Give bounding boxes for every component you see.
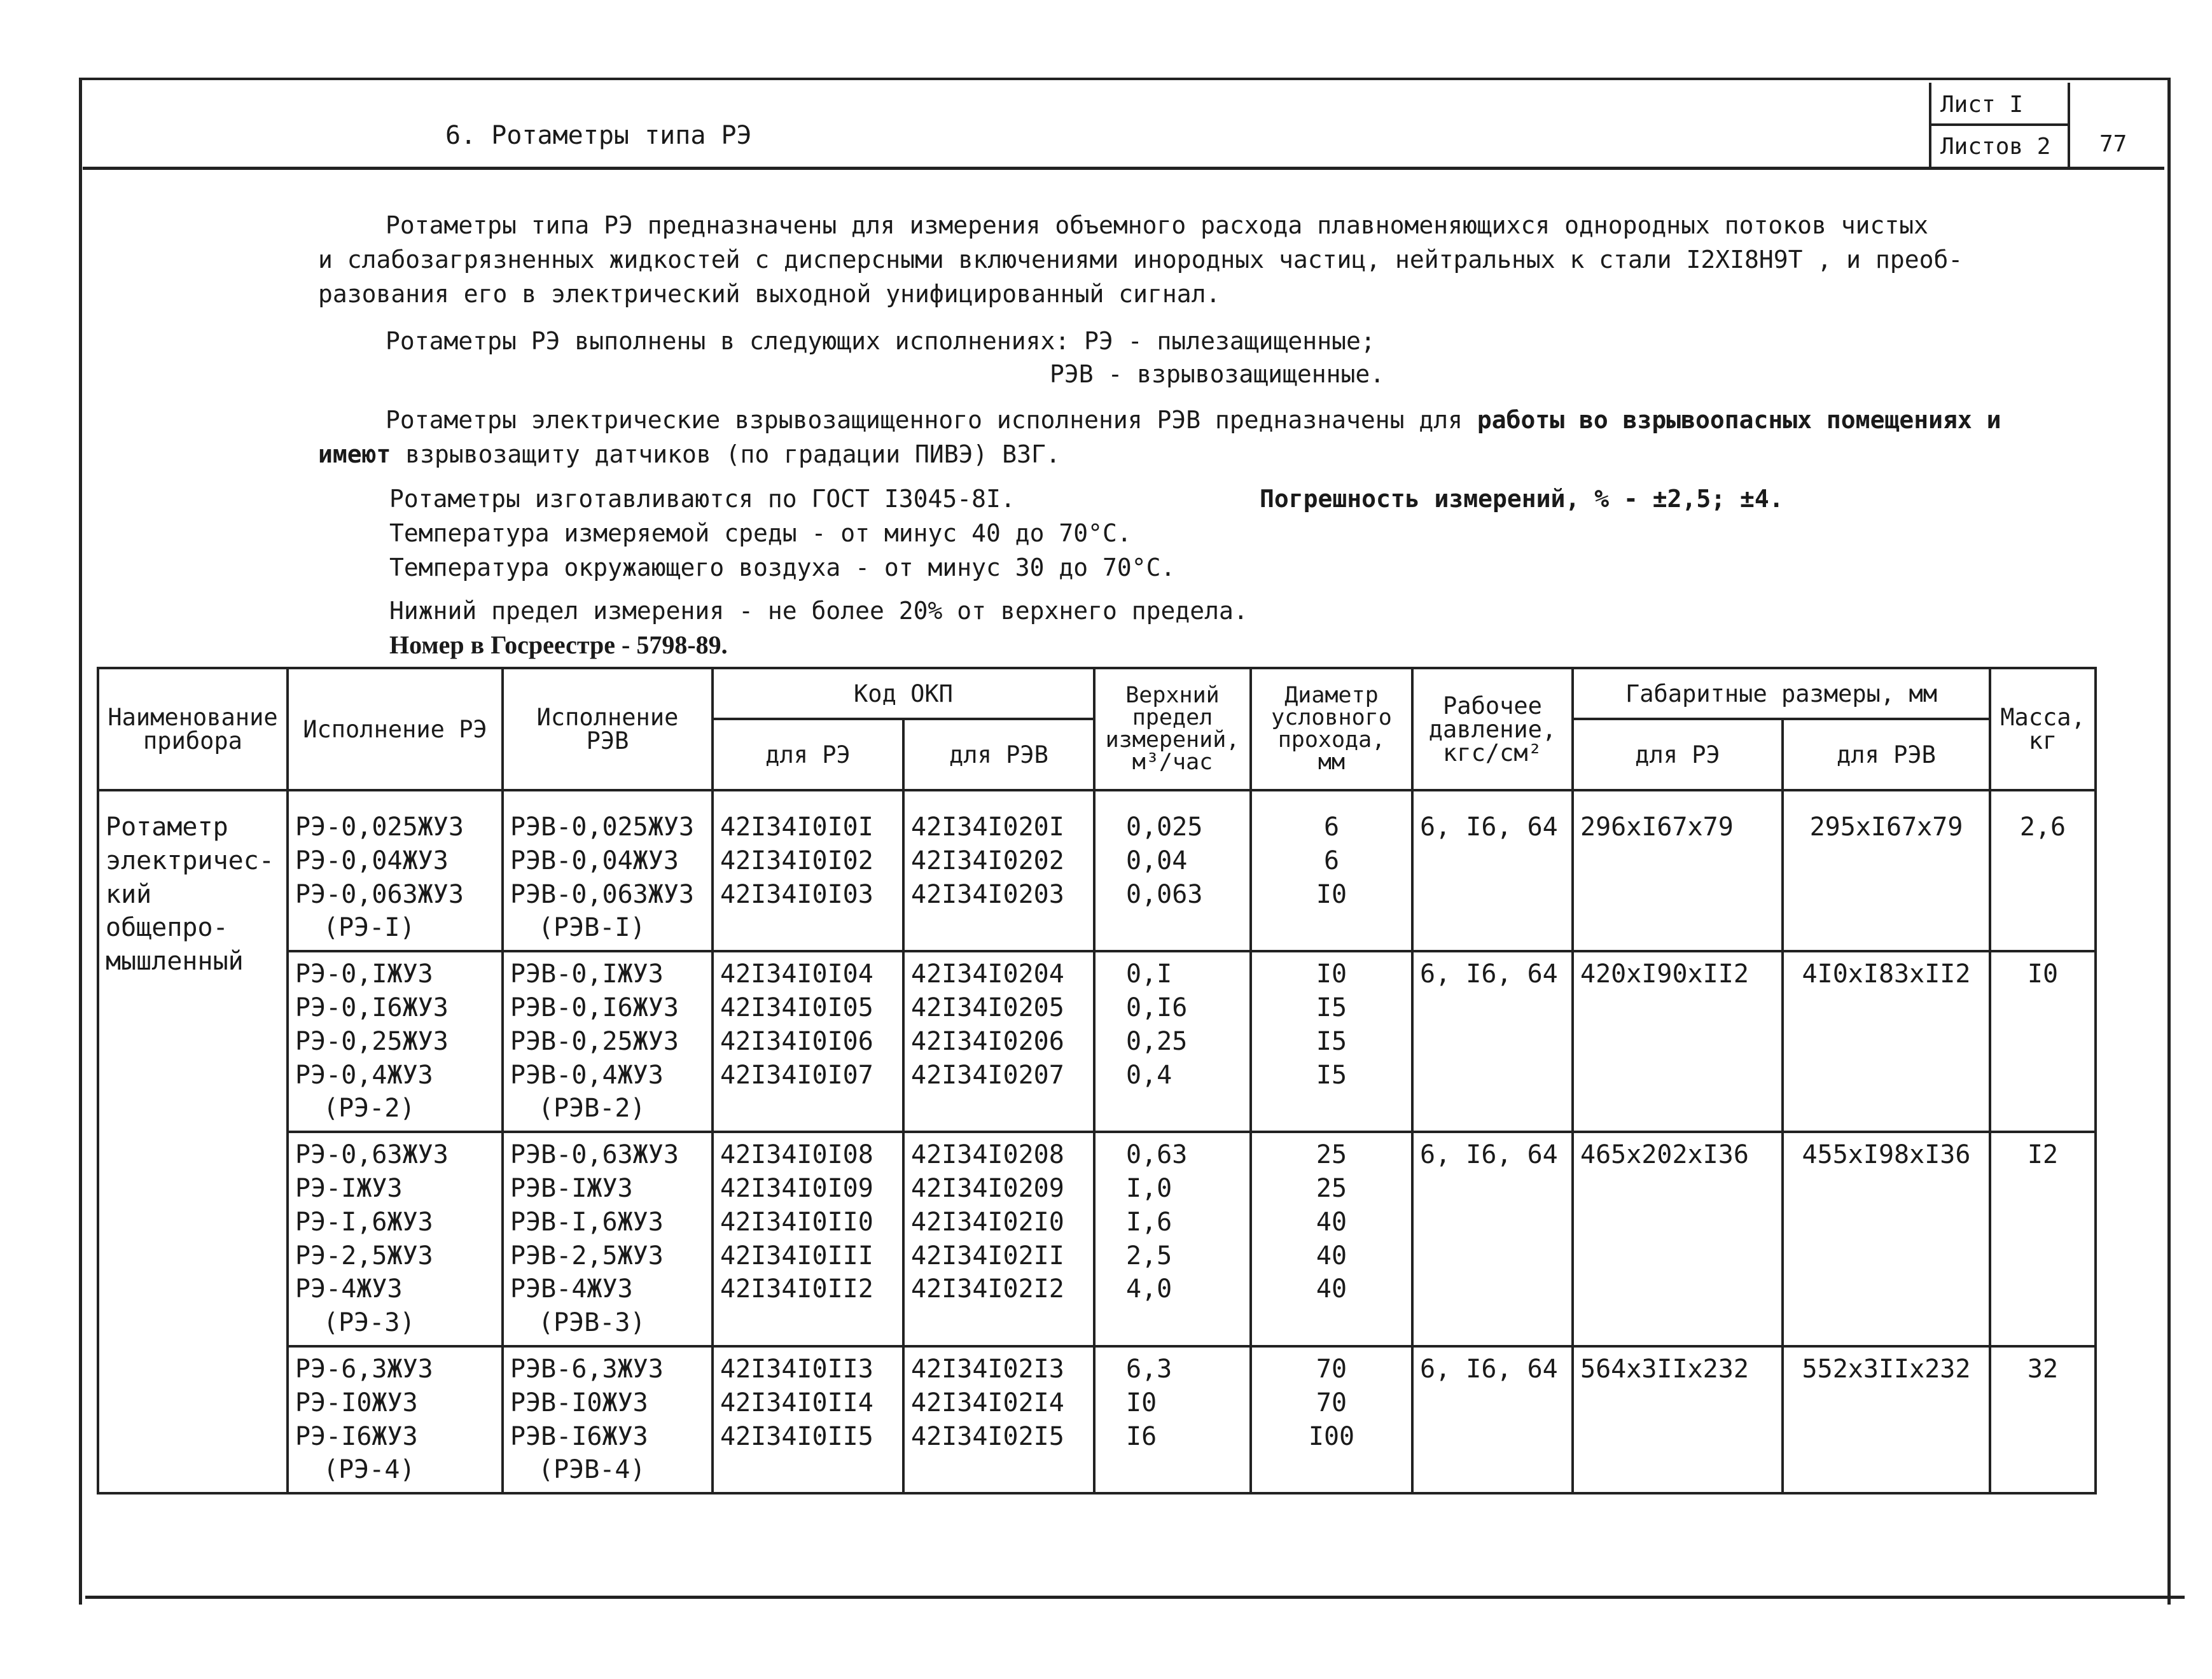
diameter-cell (1251, 951, 1412, 1132)
upper-limit-value: I0 (1126, 1388, 1157, 1418)
upper-limit-value: 0,25 (1126, 1026, 1188, 1056)
diameter-value: 70 (1316, 1388, 1347, 1418)
header-diameter: Диаметр условного прохода, мм (1251, 668, 1412, 790)
diameter-cell (1251, 790, 1412, 951)
header-dims-re: для РЭ (1573, 719, 1783, 790)
pressure-cell (1412, 1132, 1573, 1346)
upper-limit-value: I6 (1126, 1421, 1157, 1451)
exec-re-cell (288, 951, 503, 1132)
exec-re-cell (288, 1132, 503, 1346)
section-title: 6. Ротаметры типа РЭ (445, 121, 752, 150)
okp-rev-value: 42I34I0203 (911, 879, 1064, 909)
exec-rev-value: РЭВ-0,IЖУЗ (510, 959, 664, 989)
okp-rev-value: 42I34I02II (911, 1241, 1064, 1271)
diameter-value: I00 (1308, 1421, 1355, 1451)
exec-re-cell (288, 790, 503, 951)
intro-line-2: и слабозагрязненных жидкостей с дисперсными включениями инородных частиц, нейтральных к стали I2XI8H9T , и преоб- (318, 246, 1963, 274)
exec-rev-cell (503, 951, 713, 1132)
okp-re-value: 42I34I0II4 (720, 1388, 873, 1418)
diameter-value: I5 (1316, 1060, 1347, 1090)
dims-re-cell (1573, 951, 1783, 1132)
okp-re-value: 42I34I0I04 (720, 959, 873, 989)
exec-rev-value: РЭВ-I6ЖУЗ (510, 1421, 648, 1451)
dims-re-cell (1573, 1132, 1783, 1346)
rotameter-table (97, 667, 2097, 1494)
upper-limit-value: 4,0 (1126, 1274, 1172, 1304)
upper-limit-value: 0,063 (1126, 879, 1203, 909)
exec-re-value: (РЭ-I) (323, 913, 415, 943)
intro-line-1: Ротаметры типа РЭ предназначены для измерения объемного расхода плавноменяющихся однородных потоков чистых (386, 211, 1929, 239)
okp-rev-value: 42I34I0206 (911, 1026, 1064, 1056)
table-body (98, 790, 2096, 1493)
mass-value: 2,6 (2019, 812, 2066, 842)
exec-rev-value: РЭВ-0,I6ЖУЗ (510, 993, 679, 1022)
exec-re-value: РЭ-0,4ЖУЗ (295, 1060, 433, 1090)
exec-rev-value: РЭВ-2,5ЖУЗ (510, 1241, 664, 1271)
diameter-cell (1251, 1132, 1412, 1346)
pressure-value: 6, I6, 64 (1420, 812, 1558, 842)
exec-rev-value: РЭВ-0,4ЖУЗ (510, 1060, 664, 1090)
upper-limit-cell (1094, 790, 1251, 951)
explosion-line-2: имеют взрывозащиту датчиков (по градации ПИВЭ) ВЗГ. (318, 440, 1061, 468)
okp-re-value: 42I34I0II3 (720, 1354, 873, 1384)
okp-re-cell (713, 951, 903, 1132)
okp-rev-value: 42I34I0205 (911, 993, 1064, 1022)
upper-limit-value: I,0 (1126, 1173, 1172, 1203)
sheet-stamp (1929, 83, 2070, 167)
okp-rev-value: 42I34I0204 (911, 959, 1064, 989)
pressure-value: 6, I6, 64 (1420, 1354, 1558, 1384)
exec-rev-value: (РЭВ-2) (538, 1094, 646, 1124)
dims-re-value: 420xI90xII2 (1580, 959, 1749, 989)
dims-rev-value: 455xI98xI36 (1802, 1140, 1971, 1170)
upper-limit-value: 0,025 (1126, 812, 1203, 842)
diameter-value: I0 (1316, 959, 1347, 989)
upper-limit-value: 2,5 (1126, 1241, 1172, 1271)
exec-re-value: РЭ-0,063ЖУЗ (295, 879, 464, 909)
exec-rev-value: РЭВ-0,63ЖУЗ (510, 1140, 679, 1170)
table-row (98, 951, 2096, 1132)
header-dims-rev: для РЭВ (1783, 719, 1990, 790)
exec-re-value: РЭ-0,25ЖУЗ (295, 1026, 449, 1056)
okp-re-value: 42I34I0I09 (720, 1173, 873, 1203)
okp-re-value: 42I34I0II2 (720, 1274, 873, 1304)
mass-value: I0 (2027, 959, 2059, 989)
pressure-value: 6, I6, 64 (1420, 959, 1558, 989)
dims-re-value: 465x202xI36 (1580, 1140, 1749, 1170)
exec-rev-cell (503, 1346, 713, 1493)
dims-rev-cell (1783, 1132, 1990, 1346)
exec-re-value: РЭ-0,63ЖУЗ (295, 1140, 449, 1170)
header-dims: Габаритные размеры, мм (1573, 668, 1990, 719)
exec-re-cell (288, 1346, 503, 1493)
upper-limit-value: 0,4 (1126, 1060, 1172, 1090)
upper-limit-value: 6,3 (1126, 1354, 1172, 1384)
table-row (98, 1346, 2096, 1493)
diameter-value: I0 (1316, 879, 1347, 909)
sheet-number: Лист I (1940, 92, 2024, 118)
exec-re-value: РЭ-0,025ЖУЗ (295, 812, 464, 842)
upper-limit-value: 0,I6 (1126, 993, 1188, 1022)
okp-rev-value: 42I34I0208 (911, 1140, 1064, 1170)
dims-re-cell (1573, 790, 1783, 951)
exec-rev-value: РЭВ-0,25ЖУЗ (510, 1026, 679, 1056)
header-rev: Исполнение РЭВ (503, 668, 713, 790)
exec-re-value: РЭ-I0ЖУЗ (295, 1388, 418, 1418)
exec-re-value: (РЭ-4) (323, 1455, 415, 1485)
okp-re-value: 42I34I0I05 (720, 993, 873, 1022)
okp-re-value: 42I34I0II0 (720, 1207, 873, 1237)
okp-rev-cell (903, 1132, 1094, 1346)
diameter-value: I5 (1316, 1026, 1347, 1056)
dims-re-cell (1573, 1346, 1783, 1493)
pressure-cell (1412, 1346, 1573, 1493)
stamp-divider (1931, 123, 2068, 126)
upper-limit-cell (1094, 951, 1251, 1132)
dims-rev-cell (1783, 1346, 1990, 1493)
exec-rev-value: (РЭВ-I) (538, 913, 646, 943)
mass-value: 32 (2027, 1354, 2059, 1384)
upper-limit-value: I,6 (1126, 1207, 1172, 1237)
page-frame-bottom (85, 1596, 2185, 1599)
dims-rev-cell (1783, 951, 1990, 1132)
exec-rev-cell (503, 1132, 713, 1346)
dims-rev-value: 295xI67x79 (1809, 812, 1963, 842)
exec-rev-value: РЭВ-0,025ЖУЗ (510, 812, 694, 842)
okp-rev-cell (903, 1346, 1094, 1493)
exec-re-value: РЭ-I,6ЖУЗ (295, 1207, 433, 1237)
mass-cell (1990, 951, 2096, 1132)
dims-rev-cell (1783, 790, 1990, 951)
exec-rev-value: РЭВ-I,6ЖУЗ (510, 1207, 664, 1237)
pressure-cell (1412, 790, 1573, 951)
okp-re-value: 42I34I0I03 (720, 879, 873, 909)
okp-re-cell (713, 790, 903, 951)
spec-gost: Ротаметры изготавливаются по ГОСТ I3045-8I. (389, 485, 1015, 513)
exec-re-value: РЭ-4ЖУЗ (295, 1274, 403, 1304)
exec-rev-value: РЭВ-0,04ЖУЗ (510, 846, 679, 875)
header-okp-re: для РЭ (713, 719, 903, 790)
okp-re-cell (713, 1132, 903, 1346)
okp-rev-value: 42I34I02I4 (911, 1388, 1064, 1418)
explosion-line-1: Ротаметры электрические взрывозащищенного исполнения РЭВ предназначены для работы во взрывоопасных помещениях и (386, 406, 2001, 434)
okp-rev-value: 42I34I02I2 (911, 1274, 1064, 1304)
exec-rev-value: РЭВ-I0ЖУЗ (510, 1388, 648, 1418)
okp-rev-value: 42I34I02I5 (911, 1421, 1064, 1451)
exec-re-value: РЭ-0,I6ЖУЗ (295, 993, 449, 1022)
okp-rev-value: 42I34I0209 (911, 1173, 1064, 1203)
okp-re-value: 42I34I0I06 (720, 1026, 873, 1056)
header-okp-rev: для РЭВ (903, 719, 1094, 790)
okp-re-value: 42I34I0I07 (720, 1060, 873, 1090)
dims-re-value: 296xI67x79 (1580, 812, 1734, 842)
diameter-value: 6 (1323, 812, 1340, 842)
okp-re-cell (713, 1346, 903, 1493)
exec-re-value: РЭ-I6ЖУЗ (295, 1421, 418, 1451)
device-name-line: мышленный (106, 947, 244, 977)
upper-limit-value: 0,I (1126, 959, 1172, 989)
intro-line-3: разования его в электрический выходной унифицированный сигнал. (318, 280, 1221, 308)
device-name-cell (98, 790, 288, 1493)
versions-line-2: РЭВ - взрывозащищенные. (1050, 360, 1385, 388)
pressure-cell (1412, 951, 1573, 1132)
table-row (98, 790, 2096, 951)
header-re: Исполнение РЭ (288, 668, 503, 790)
diameter-value: 40 (1316, 1207, 1347, 1237)
device-name-line: электричес- (106, 846, 274, 875)
sheets-count: Листов 2 (1940, 134, 2051, 160)
exec-re-value: РЭ-6,3ЖУЗ (295, 1354, 433, 1384)
mass-value: I2 (2027, 1140, 2059, 1170)
exec-rev-value: РЭВ-0,063ЖУЗ (510, 879, 694, 909)
exec-re-value: (РЭ-2) (323, 1094, 415, 1124)
exec-rev-value: (РЭВ-3) (538, 1308, 646, 1338)
header-upper: Верхний предел измерений, м³/час (1094, 668, 1251, 790)
okp-rev-value: 42I34I020I (911, 812, 1064, 842)
okp-rev-cell (903, 790, 1094, 951)
versions-line-1: Ротаметры РЭ выполнены в следующих исполнениях: РЭ - пылезащищенные; (386, 327, 1375, 355)
header-name: Наименование прибора (98, 668, 288, 790)
okp-rev-value: 42I34I0202 (911, 846, 1064, 875)
okp-rev-cell (903, 951, 1094, 1132)
diameter-cell (1251, 1346, 1412, 1493)
mass-cell (1990, 1346, 2096, 1493)
diameter-value: 6 (1323, 846, 1340, 875)
upper-limit-cell (1094, 1346, 1251, 1493)
exec-rev-value: РЭВ-4ЖУЗ (510, 1274, 633, 1304)
pressure-value: 6, I6, 64 (1420, 1140, 1558, 1170)
diameter-value: I5 (1316, 993, 1347, 1022)
header-rule (83, 167, 2164, 170)
header-pressure: Рабочее давление, кгс/см² (1412, 668, 1573, 790)
table-row (98, 1132, 2096, 1346)
okp-rev-value: 42I34I02I0 (911, 1207, 1064, 1237)
device-name-line: кий общепро- (106, 879, 228, 943)
spec-lower-limit: Нижний предел измерения - не более 20% от верхнего предела. (389, 597, 1248, 625)
exec-re-value: РЭ-IЖУЗ (295, 1173, 403, 1203)
diameter-value: 25 (1316, 1140, 1347, 1170)
okp-re-value: 42I34I0II5 (720, 1421, 873, 1451)
okp-rev-value: 42I34I0207 (911, 1060, 1064, 1090)
exec-rev-value: (РЭВ-4) (538, 1455, 646, 1485)
okp-re-value: 42I34I0III (720, 1241, 873, 1271)
diameter-value: 25 (1316, 1173, 1347, 1203)
upper-limit-value: 0,04 (1126, 846, 1188, 875)
diameter-value: 40 (1316, 1241, 1347, 1271)
dims-rev-value: 552x3IIx232 (1802, 1354, 1971, 1384)
mass-cell (1990, 790, 2096, 951)
dims-re-value: 564x3IIx232 (1580, 1354, 1749, 1384)
spec-temp-medium: Температура измеряемой среды - от минус 40 до 70°С. (389, 519, 1132, 547)
page-number: 77 (2099, 131, 2127, 157)
spec-accuracy: Погрешность измерений, % - ±2,5; ±4. (1260, 485, 1784, 513)
exec-re-value: (РЭ-3) (323, 1308, 415, 1338)
upper-limit-cell (1094, 1132, 1251, 1346)
okp-rev-value: 42I34I02I3 (911, 1354, 1064, 1384)
spec-temp-air: Температура окружающего воздуха - от минус 30 до 70°С. (389, 554, 1176, 582)
diameter-value: 70 (1316, 1354, 1347, 1384)
exec-rev-cell (503, 790, 713, 951)
spec-registry: Номер в Госреестре - 5798-89. (389, 630, 728, 659)
exec-re-value: РЭ-0,IЖУЗ (295, 959, 433, 989)
diameter-value: 40 (1316, 1274, 1347, 1304)
okp-re-value: 42I34I0I0I (720, 812, 873, 842)
okp-re-value: 42I34I0I08 (720, 1140, 873, 1170)
dims-rev-value: 4I0xI83xII2 (1802, 959, 1971, 989)
mass-cell (1990, 1132, 2096, 1346)
upper-limit-value: 0,63 (1126, 1140, 1188, 1170)
exec-re-value: РЭ-0,04ЖУЗ (295, 846, 449, 875)
header-mass: Масса, кг (1990, 668, 2096, 790)
header-okp: Код ОКП (713, 668, 1094, 719)
device-name-line: Ротаметр (106, 812, 228, 842)
exec-rev-value: РЭВ-6,3ЖУЗ (510, 1354, 664, 1384)
exec-rev-value: РЭВ-IЖУЗ (510, 1173, 633, 1203)
exec-re-value: РЭ-2,5ЖУЗ (295, 1241, 433, 1271)
okp-re-value: 42I34I0I02 (720, 846, 873, 875)
